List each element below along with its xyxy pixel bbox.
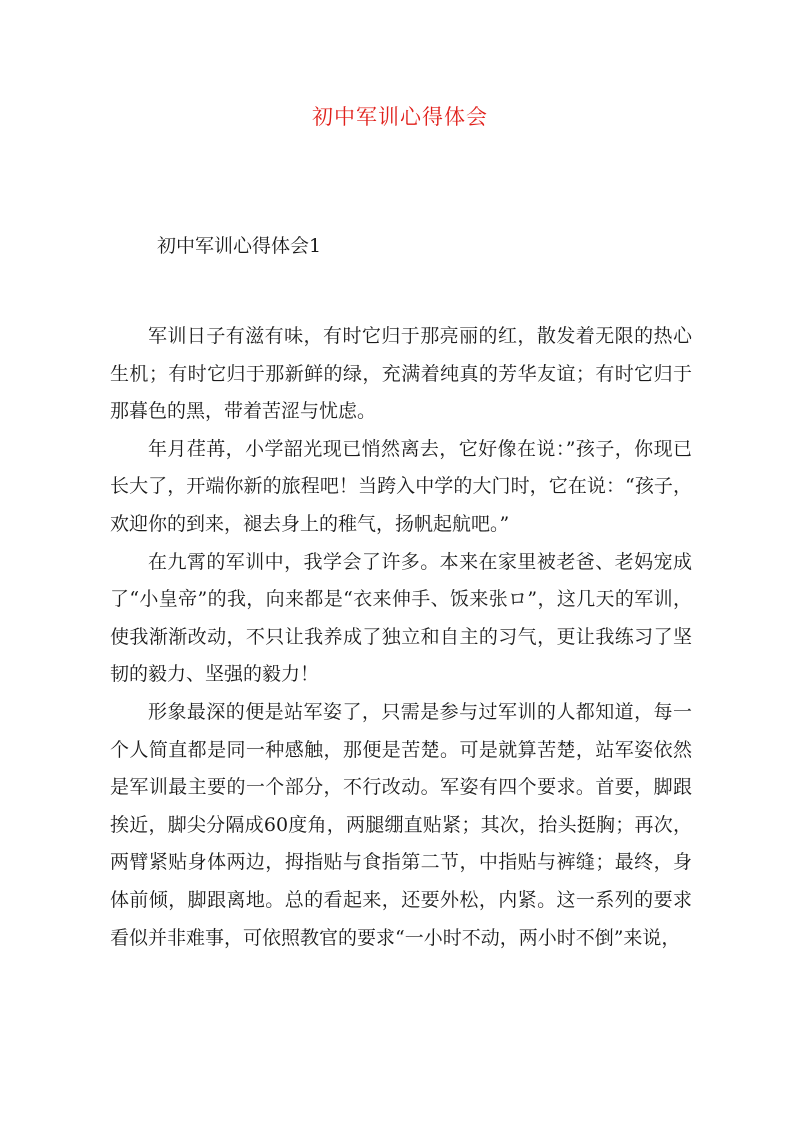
paragraph: 在九霄的军训中，我学会了许多。本来在家里被老爸、老妈宠成了“小皇帝”的我，向来都是“衣来伸手、饭来张ロ”，这几天的军训，使我渐渐改动，不只让我养成了独立和自主的习气，更让我练习了坚韧的毅力、坚强的毅力！ (110, 550, 692, 686)
section-heading: 初中军训心得体会1 (157, 235, 322, 257)
paragraph: 军训日子有滋有味，有时它归于那亮丽的红，散发着无限的热心生机；有时它归于那新鲜的绿，充满着纯真的芳华友谊；有时它归于那暮色的黑，带着苦涩与忧虑。 (110, 325, 692, 423)
document-body (110, 318, 692, 957)
paragraph: 年月荏苒，小学韶光现已悄然离去，它好像在说：”孩子，你现已长大了，开端你新的旅程吧！当跨入中学的大门时，它在说：“孩子，欢迎你的到来，褪去身上的稚气，扬帆起航吧。” (110, 437, 692, 535)
paragraph: 形象最深的便是站军姿了，只需是参与过军训的人都知道，每一个人简直都是同一种感触，那便是苦楚。可是就算苦楚，站军姿依然是军训最主要的一个部分，不行改动。军姿有四个要求。首要，脚跟挨近，脚尖分隔成60度角，两腿绷直贴紧；其次，抬头挺胸；再次，两臂紧贴身体两边，拇指贴与食指第二节，中指贴与裤缝；最终，身体前倾，脚跟离地。总的看起来，还要外松，内紧。这一系列的要求看似并非难事，可依照教官的要求“一小时不动，两小时不倒”来说， (110, 700, 692, 949)
document-title: 初中军训心得体会 (312, 105, 488, 129)
